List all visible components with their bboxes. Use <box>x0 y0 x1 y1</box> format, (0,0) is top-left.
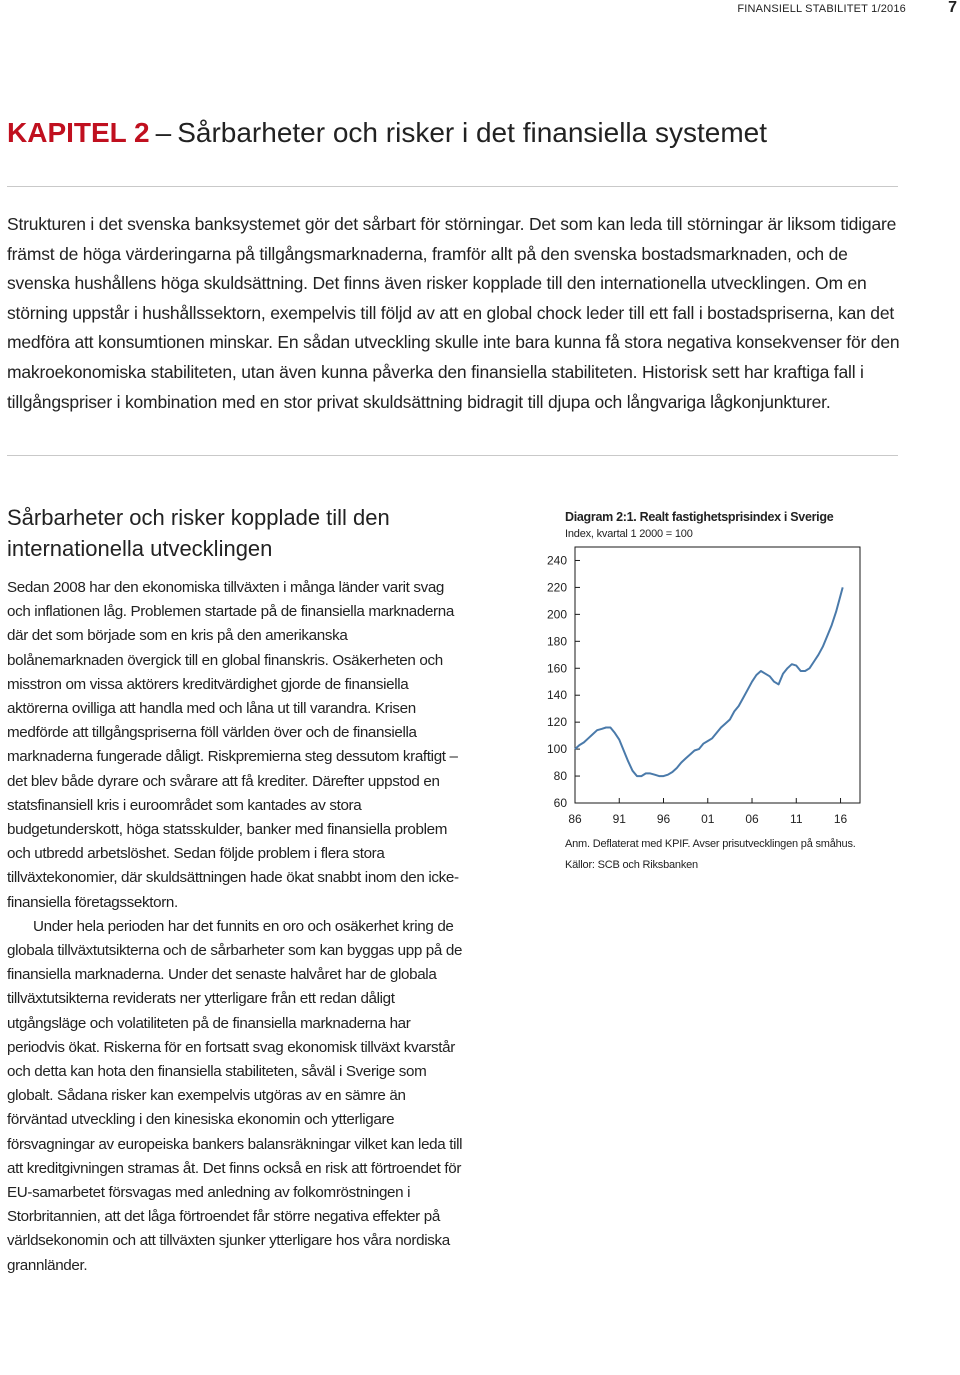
chart-title: Diagram 2:1. Realt fastighetsprisindex i Sverige <box>565 510 834 524</box>
y-tick-label: 240 <box>546 553 567 568</box>
y-tick-labels <box>547 553 567 810</box>
x-tick-label: 06 <box>745 812 759 826</box>
chart-plot <box>530 505 960 835</box>
running-header <box>0 0 960 20</box>
chart-series <box>575 587 843 776</box>
chapter-label: KAPITEL 2 <box>7 117 150 148</box>
chapter-name: Sårbarheter och risker i det finansiella systemet <box>177 117 768 148</box>
chart-subtitle: Index, kvartal 1 2000 = 100 <box>565 528 693 540</box>
publication-title: FINANSIELL STABILITET 1/2016 <box>737 3 906 15</box>
x-tick-label: 96 <box>656 812 671 826</box>
y-tick-label: 140 <box>546 688 567 703</box>
y-tick-label: 80 <box>553 769 567 784</box>
y-tick-label: 120 <box>546 715 567 730</box>
body-paragraph-2: Under hela perioden har det funnits en oro och osäkerhet kring de globala tillväxtutsikterna och de sårbarheter som kan byggas upp på de finansiella marknaderna. Under det senaste halvåret har de globala tillväxtutsikterna reviderats ner ytterligare från ett redan dåligt utgångsläge och volatiliteten på de finansiella marknaderna har periodvis ökat. Riskerna för en fortsatt svag ekonomisk tillväxt kvarstår och detta kan hota den finansiella stabiliteten, såväl i Sverige som globalt. Sådana risker kan exempelvis utgöras av en sämre än förväntad utveckling i den kinesiska ekonomin och ytterligare försvagningar av europeiska bankers balansräkningar vilket kan leda till att kreditgivningen stramas åt. Det finns också en risk att förtroendet för EU-samarbetet försvagas med anledning av folkomröstningen i Storbritannien, att det låga förtroendet får större negativa effekter på världsekonomin och att tillväxten sjunker ytterligare hos våra nordiska grannländer. <box>7 917 463 1274</box>
plot-frame <box>575 547 860 803</box>
y-tick-label: 200 <box>546 607 567 622</box>
chart-source: Källor: SCB och Riksbanken <box>565 859 698 871</box>
y-tick-label: 220 <box>546 580 567 595</box>
x-tick-label: 16 <box>833 812 848 826</box>
intro-sentence-3: Om en störning uppstår i hushållssektorn, exempelvis till följd av att en global chock leder till ett fall i bostadspriserna, kan det medföra att konsumtionen minskar. <box>7 273 895 353</box>
intro-sentence-5: Historisk sett har kraftiga fall i tillgångspriser i kombination med en stor privat skuldsättning bidragit till djupa och långvariga lågkonjunkturer. <box>7 361 864 412</box>
body-column <box>7 576 463 1278</box>
intro-paragraph <box>7 210 907 417</box>
chapter-title <box>7 117 767 149</box>
diagram-2-1 <box>530 505 960 885</box>
y-tick-label: 160 <box>546 661 567 676</box>
y-tick-label: 180 <box>546 634 567 649</box>
section-divider <box>7 455 898 456</box>
chapter-dash: – <box>155 117 172 148</box>
x-tick-label: 01 <box>701 812 715 826</box>
x-tick-label: 91 <box>612 812 626 826</box>
page-number: 7 <box>948 0 957 16</box>
section-heading: Sårbarheter och risker kopplade till den internationella utvecklingen <box>7 505 390 561</box>
series-line <box>575 587 843 776</box>
y-tick-label: 60 <box>553 796 567 810</box>
intro-sentence-2: Det finns även risker kopplade till den internationella utvecklingen. <box>312 273 816 294</box>
x-tick-label: 86 <box>568 812 582 826</box>
x-tick-label: 11 <box>790 812 803 826</box>
intro-sentence-4: En sådan utveckling skulle inte bara kunna få stora negativa konsekvenser för den makroekonomiska stabiliteten, utan även kunna påverka den finansiella stabiliteten. <box>7 332 900 382</box>
top-divider <box>7 186 898 187</box>
x-tick-labels <box>568 812 847 826</box>
chart-axes <box>575 547 860 803</box>
chart-note: Anm. Deflaterat med KPIF. Avser prisutvecklingen på småhus. <box>565 838 856 850</box>
intro-sentence-1: Strukturen i det svenska banksystemet gör det sårbart för störningar. Det som kan leda till störningar är liksom tidigare främst de höga värderingarna på tillgångsmarknaderna, framför allt på den svenska bostadsmarknaden, och de svenska hushållens höga skuldsättning. <box>7 214 897 294</box>
body-paragraph-1: Sedan 2008 har den ekonomiska tillväxten i många länder varit svag och inflationen låg. Problemen startade på de finansiella marknaderna där det som började som en kris på den amerikanska bolånemarknaden övergick till en global finanskris. Osäkerheten och misstron om vissa aktörers kreditvärdighet gjorde de finansiella aktörerna ovilliga att handla med och låna ut till varandra. Krisen medförde att tillgångspriserna föll världen över och de finansiella marknaderna fungerade dåligt. Riskpremierna steg dessutom kraftigt – det blev både dyrare och svårare att få krediter. Därefter uppstod en statsfinansiell kris i euroområdet som kantades av stora budgetunderskott, höga statsskulder, banker med finansiella problem och utbredd arbetslöshet. Sedan följde problem i flera stora tillväxtekonomier, där skuldsättningen hade ökat snabbt inom den icke-finansiella företagssektorn. <box>7 579 459 911</box>
y-tick-label: 100 <box>546 742 567 757</box>
